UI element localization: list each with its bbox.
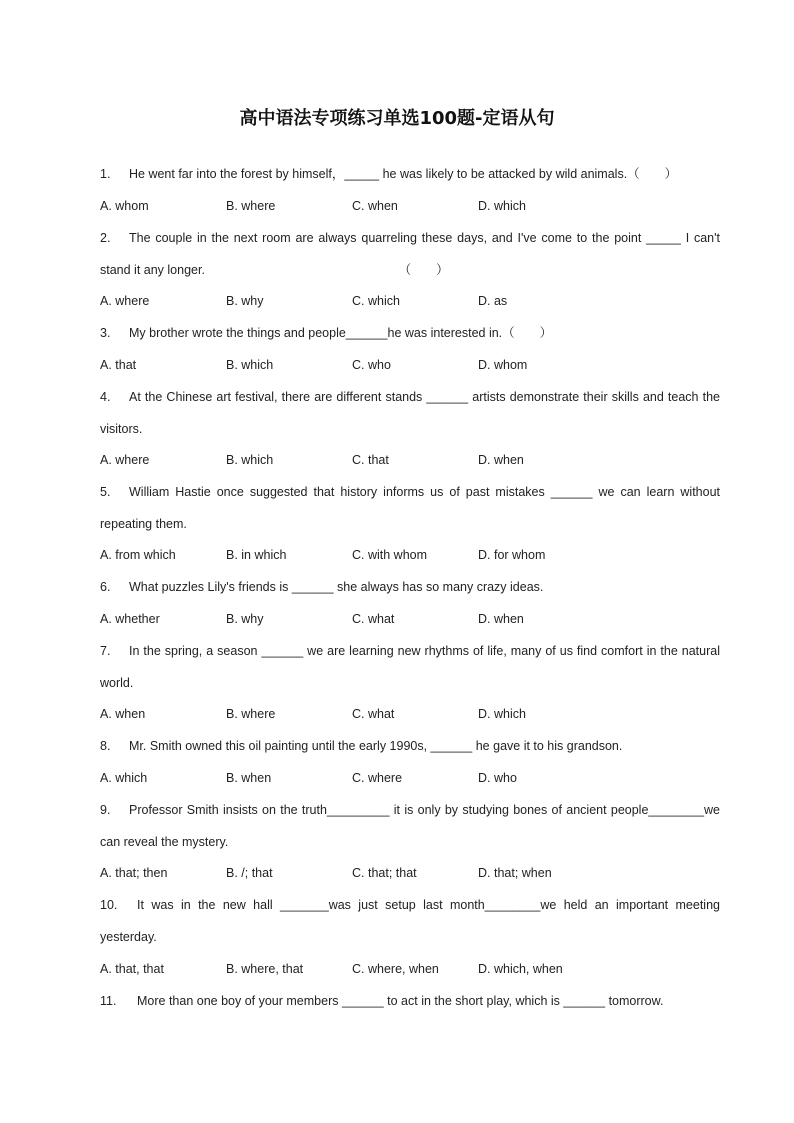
option-c: C. what	[352, 707, 395, 721]
options-3	[100, 358, 720, 378]
question-11	[100, 985, 720, 1017]
option-a: A. that, that	[100, 962, 164, 976]
option-c: C. which	[352, 294, 400, 308]
question-number: 6.	[100, 580, 111, 594]
option-b: B. where	[226, 707, 276, 721]
question-5	[100, 476, 720, 540]
option-d: D. which	[478, 199, 526, 213]
options-5	[100, 548, 720, 568]
option-c: C. that	[352, 453, 389, 467]
options-2	[100, 294, 720, 314]
page-title: 高中语法专项练习单选100题-定语从句	[239, 108, 555, 129]
option-a: A. when	[100, 707, 146, 721]
options-7	[100, 707, 720, 727]
option-c: C. where	[352, 771, 403, 785]
question-text: At the Chinese art festival, there are different stands ______ artists demonstrate their skills and teach the visitors.	[100, 390, 720, 436]
option-c: C. that; that	[352, 866, 417, 880]
option-b: B. /; that	[226, 866, 273, 880]
question-text: Mr. Smith owned this oil painting until the early 1990s, ______ he gave it to his grandson.	[129, 739, 623, 753]
question-number: 2.	[100, 231, 111, 245]
question-6	[100, 571, 720, 603]
question-10	[100, 889, 720, 953]
question-number: 8.	[100, 739, 111, 753]
question-1	[100, 158, 720, 190]
question-9	[100, 794, 720, 858]
option-c: C. who	[352, 358, 391, 372]
option-b: B. where	[226, 199, 276, 213]
options-9	[100, 866, 720, 886]
option-c: C. with whom	[352, 548, 428, 562]
option-a: A. where	[100, 294, 150, 308]
question-text: My brother wrote the things and people______he was interested in.（ ）	[129, 326, 553, 340]
question-number: 10.	[100, 898, 118, 912]
option-d: D. who	[478, 771, 517, 785]
option-b: B. which	[226, 358, 274, 372]
option-b: B. why	[226, 294, 264, 308]
option-c: C. where, when	[352, 962, 439, 976]
question-number: 1.	[100, 167, 111, 181]
question-7	[100, 635, 720, 699]
option-a: A. from which	[100, 548, 176, 562]
option-d: D. as	[478, 294, 508, 308]
question-number: 4.	[100, 390, 111, 404]
question-number: 3.	[100, 326, 111, 340]
option-a: A. where	[100, 453, 150, 467]
option-d: D. when	[478, 453, 524, 467]
question-text: It was in the new hall _______was just setup last month________we held an important meeting yesterday.	[100, 898, 720, 944]
question-number: 7.	[100, 644, 111, 658]
option-a: A. that; then	[100, 866, 168, 880]
option-d: D. which	[478, 707, 526, 721]
option-a: A. which	[100, 771, 148, 785]
options-1	[100, 199, 720, 219]
question-text: Professor Smith insists on the truth_________ it is only by studying bones of ancient people________we can reveal the mystery.	[100, 803, 720, 849]
question-text: William Hastie once suggested that history informs us of past mistakes ______ we can learn without repeating them.	[100, 485, 720, 531]
option-b: B. where, that	[226, 962, 304, 976]
option-d: D. which, when	[478, 962, 563, 976]
question-number: 5.	[100, 485, 111, 499]
option-d: D. that; when	[478, 866, 552, 880]
question-text: The couple in the next room are always quarreling these days, and I've come to the point _____ I can't stand it any longer. （ ）	[100, 231, 720, 277]
question-8	[100, 730, 720, 762]
option-c: C. what	[352, 612, 395, 626]
question-text: He went far into the forest by himself，_____ he was likely to be attacked by wild animals.（ ）	[129, 167, 678, 181]
option-a: A. that	[100, 358, 137, 372]
question-text: More than one boy of your members ______ to act in the short play, which is ______ tomorrow.	[137, 994, 664, 1008]
option-a: A. whom	[100, 199, 149, 213]
question-text: In the spring, a season ______ we are learning new rhythms of life, many of us find comfort in the natural world.	[100, 644, 720, 690]
option-d: D. whom	[478, 358, 528, 372]
question-4	[100, 381, 720, 445]
option-a: A. whether	[100, 612, 160, 626]
option-b: B. why	[226, 612, 264, 626]
option-b: B. in which	[226, 548, 287, 562]
options-4	[100, 453, 720, 473]
question-number: 9.	[100, 803, 111, 817]
question-3	[100, 317, 720, 349]
options-10	[100, 962, 720, 982]
option-c: C. when	[352, 199, 398, 213]
options-8	[100, 771, 720, 791]
option-b: B. when	[226, 771, 272, 785]
option-d: D. when	[478, 612, 524, 626]
option-d: D. for whom	[478, 548, 546, 562]
options-6	[100, 612, 720, 632]
question-text: What puzzles Lily's friends is ______ she always has so many crazy ideas.	[129, 580, 544, 594]
option-b: B. which	[226, 453, 274, 467]
question-2	[100, 222, 720, 286]
question-number: 11.	[100, 994, 117, 1008]
